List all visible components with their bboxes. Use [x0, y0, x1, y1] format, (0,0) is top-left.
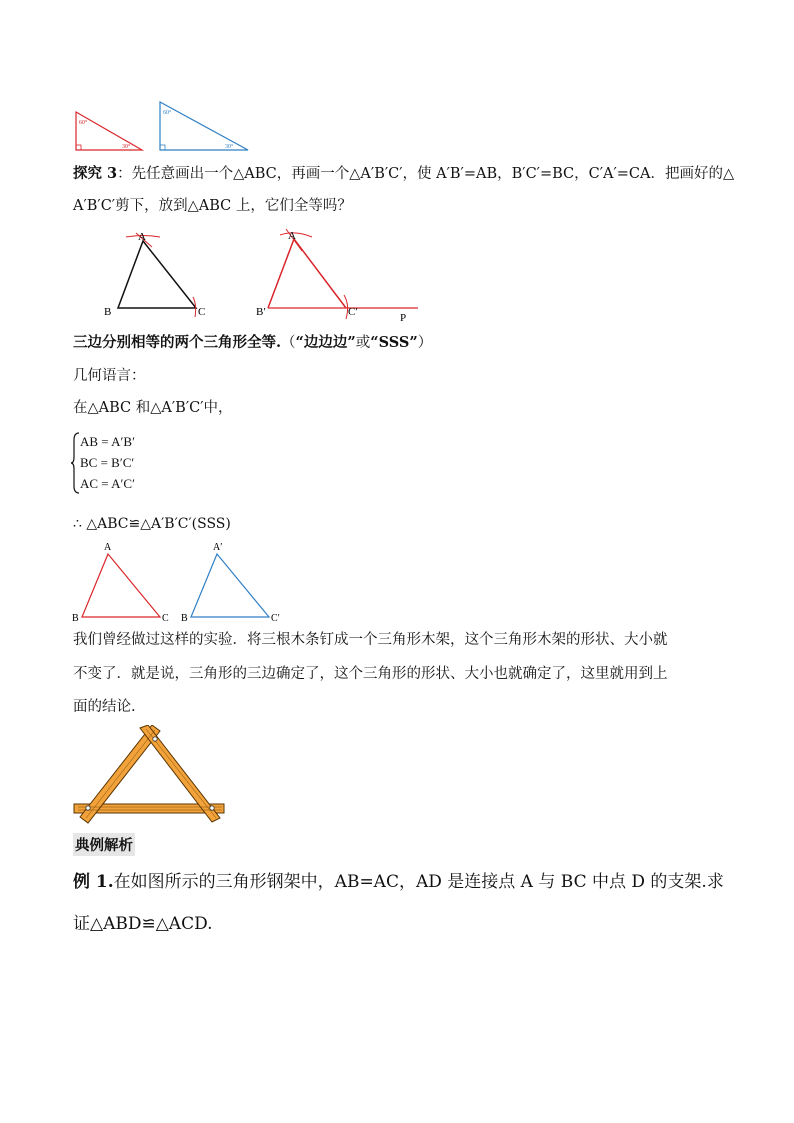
small-angle-60: 60° — [79, 120, 88, 126]
fig3-left-A: A — [104, 542, 112, 553]
condition-2: BC = B′C′ — [80, 455, 135, 470]
example-label: 例 1. — [73, 872, 114, 892]
in-triangles: 在△ABC 和△A′B′C′中， — [73, 400, 233, 416]
fig3-right-C: C′ — [271, 613, 280, 624]
example-text-1: 在如图所示的三角形钢架中，AB=AC，AD 是连接点 A 与 BC 中点 D 的支架.求 — [113, 872, 724, 892]
example-line-2: 证△ABD≌△ACD. — [73, 914, 213, 934]
nail-right — [210, 806, 214, 810]
fig2-right-B: B′ — [256, 306, 266, 318]
wooden-triangle-frame — [72, 725, 228, 825]
theorem-text: 三边分别相等的两个三角形全等. — [73, 334, 282, 351]
blue-triangle — [191, 554, 269, 617]
nail-top — [153, 737, 157, 741]
experiment-line-2: 不变了．就是说，三角形的三边确定了，这个三角形的形状、大小也就确定了，这里就用到上 — [73, 666, 668, 682]
fig2-right-P: P — [400, 312, 407, 324]
large-blue-triangle — [160, 102, 248, 150]
fig3-left-C: C — [162, 613, 169, 624]
geometry-language: 几何语言： — [73, 368, 146, 384]
explore-line-1 — [73, 164, 734, 184]
explore-text-1: ：先任意画出一个△ABC，再画一个△A′B′C′，使 A′B′=AB，B′C′=BC，C′A′=CA．把画好的△ — [117, 166, 735, 182]
curly-brace — [70, 432, 80, 494]
large-angle-60: 60° — [163, 110, 172, 116]
fig3-right-A: A′ — [213, 542, 223, 553]
condition-1: AB = A′B′ — [80, 434, 135, 449]
example-heading: 典例解析 — [73, 833, 135, 856]
fig2-right-C: C′ — [348, 306, 358, 318]
experiment-line-1: 我们曾经做过这样的实验．将三根木条钉成一个三角形木架，这个三角形木架的形状、大小就 — [73, 632, 668, 648]
explore-line-2: A′B′C′剪下，放到△ABC 上，它们全等吗？ — [73, 198, 352, 214]
right-triangles-figure — [70, 100, 260, 155]
congruent-triangles-figure — [70, 538, 295, 628]
small-angle-30: 30° — [122, 144, 131, 150]
fig3-left-B: B — [72, 613, 79, 624]
small-red-triangle — [76, 112, 142, 150]
fig2-left-A: A — [138, 231, 146, 243]
fig2-left-B: B — [104, 306, 112, 318]
condition-3: AC = A′C′ — [80, 476, 135, 491]
construction-figure — [100, 225, 430, 325]
example-line-1 — [73, 870, 724, 894]
theorem-abbr-1: “边边边” — [295, 334, 356, 351]
black-triangle — [118, 241, 196, 308]
experiment-line-3: 面的结论. — [73, 699, 136, 715]
fig2-left-C: C — [198, 306, 206, 318]
conclusion: ∴ △ABC≌△A′B′C′(SSS) — [73, 516, 231, 532]
theorem-line: 三边分别相等的两个三角形全等.（“边边边”或“SSS”） — [73, 334, 433, 351]
red-triangle — [82, 554, 160, 617]
fig2-right-A: A — [288, 230, 296, 242]
explore-label: 探究 3 — [73, 165, 118, 182]
theorem-abbr-2: “SSS” — [370, 334, 418, 351]
large-angle-30: 30° — [225, 144, 234, 150]
fig3-right-B: B — [181, 613, 188, 624]
nail-left — [86, 806, 90, 810]
